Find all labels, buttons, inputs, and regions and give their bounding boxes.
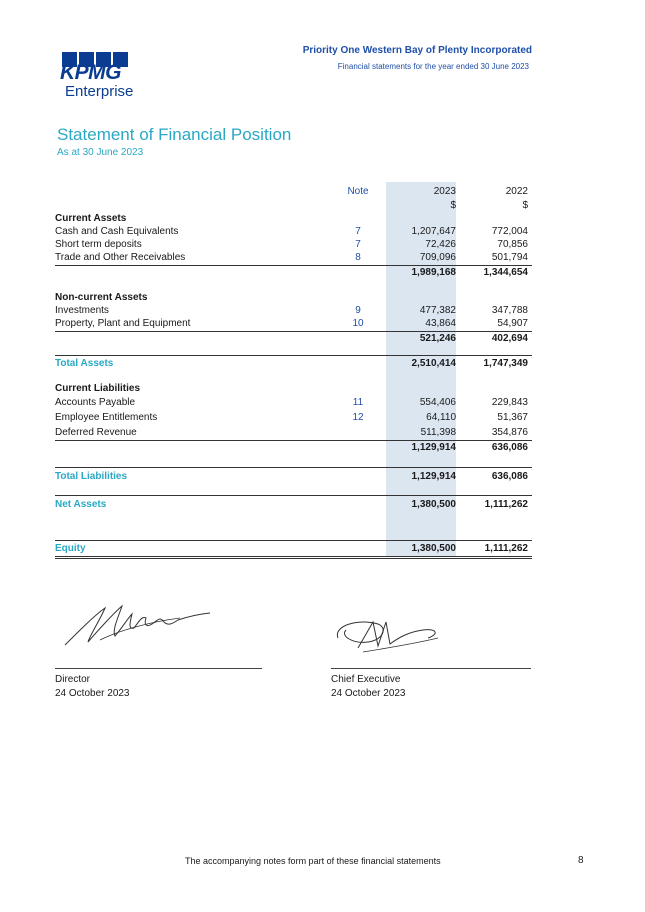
double-underline-bottom [55,558,532,559]
page-title: Statement of Financial Position [57,125,292,144]
value-2023: 1,380,500 [411,499,456,510]
row-note: 9 [355,305,361,316]
table-row [55,412,532,425]
row-note: 7 [355,239,361,250]
divider [55,265,532,266]
value-2023: 1,380,500 [411,543,456,554]
row-label: Property, Plant and Equipment [55,318,191,329]
unit-row [55,200,532,213]
subtotal-row [55,442,532,455]
value-2022: 51,367 [497,412,528,423]
total-assets-row [55,358,532,371]
value-2022: 636,086 [491,442,528,453]
value-2023: 709,096 [419,252,456,263]
value-2022: 1,111,262 [484,499,528,510]
row-note: 12 [352,412,364,423]
row-label: Net Assets [55,499,107,510]
value-2023: 1,989,168 [411,267,456,278]
row-note: 8 [355,252,361,263]
table-row [55,427,532,440]
subtotal-row [55,333,532,346]
table-row [55,239,532,252]
divider [55,467,532,468]
value-2022: 1,747,349 [483,358,528,369]
value-2022: 636,086 [491,471,528,482]
as-at-date: As at 30 June 2023 [57,147,144,158]
value-2023: 554,406 [419,397,456,408]
ceo-signature-line [331,668,531,669]
table-row [55,397,532,410]
row-note: 11 [352,397,364,408]
row-label: Short term deposits [55,239,142,250]
value-2022: 1,344,654 [483,267,528,278]
footer-note: The accompanying notes form part of these financial statements [185,856,441,866]
director-date: 24 October 2023 [55,688,130,699]
value-2022: 229,843 [491,397,528,408]
unit-2022: $ [522,200,528,211]
section-heading [55,383,532,396]
value-2023: 43,864 [425,318,456,329]
row-label: Investments [55,305,109,316]
page-number: 8 [578,855,584,866]
value-2023: 2,510,414 [411,358,456,369]
value-2022: 347,788 [491,305,528,316]
row-label: Non-current Assets [55,292,148,303]
value-2023: 1,207,647 [411,226,456,237]
section-heading [55,292,532,305]
value-2023: 477,382 [419,305,456,316]
divider [55,540,532,541]
value-2022: 54,907 [497,318,528,329]
ceo-role: Chief Executive [331,674,401,685]
year-2023-header: 2023 [433,186,456,197]
row-label: Total Assets [55,358,114,369]
value-2022: 354,876 [491,427,528,438]
value-2023: 1,129,914 [411,471,456,482]
value-2022: 1,111,262 [484,543,528,554]
director-signature [60,600,220,650]
divider [55,495,532,496]
value-2022: 402,694 [491,333,528,344]
value-2022: 772,004 [491,226,528,237]
value-2023: 511,398 [420,427,456,438]
unit-2023: $ [450,200,456,211]
row-label: Current Assets [55,213,127,224]
kpmg-logo [60,52,150,102]
value-2022: 501,794 [491,252,528,263]
table-row [55,226,532,239]
director-role: Director [55,674,91,685]
row-label: Equity [55,543,86,554]
section-heading [55,213,532,226]
report-subtitle: Financial statements for the year ended 30 June 2023 [337,62,529,71]
row-label: Current Liabilities [55,383,141,394]
value-2023: 521,246 [419,333,456,344]
subtotal-row [55,267,532,280]
value-2023: 64,110 [426,412,456,423]
divider [55,331,532,332]
director-signature-line [55,668,262,669]
divider [55,440,532,441]
logo-text: KPMG [60,61,121,84]
total-liabilities-row [55,471,532,484]
row-note: 10 [352,318,364,329]
row-label: Employee Entitlements [55,412,158,423]
row-label: Trade and Other Receivables [55,252,186,263]
ceo-date: 24 October 2023 [331,688,406,699]
table-row [55,252,532,265]
value-2023: 72,426 [425,239,456,250]
equity-row [55,543,532,556]
year-2022-header: 2022 [505,186,528,197]
value-2023: 1,129,914 [411,442,456,453]
column-header-row [55,186,532,199]
double-underline-top [55,556,532,557]
row-label: Cash and Cash Equivalents [55,226,179,237]
table-row [55,318,532,331]
table-row [55,305,532,318]
net-assets-row [55,499,532,512]
company-name: Priority One Western Bay of Plenty Incorporated [302,45,532,56]
value-2022: 70,856 [497,239,528,250]
row-label: Deferred Revenue [55,427,137,438]
row-label: Accounts Payable [55,397,136,408]
note-header: Note [347,186,369,197]
row-note: 7 [355,226,361,237]
logo-subtext: Enterprise [65,83,134,100]
row-label: Total Liabilities [55,471,128,482]
divider [55,355,532,356]
chief-executive-signature [328,608,448,668]
